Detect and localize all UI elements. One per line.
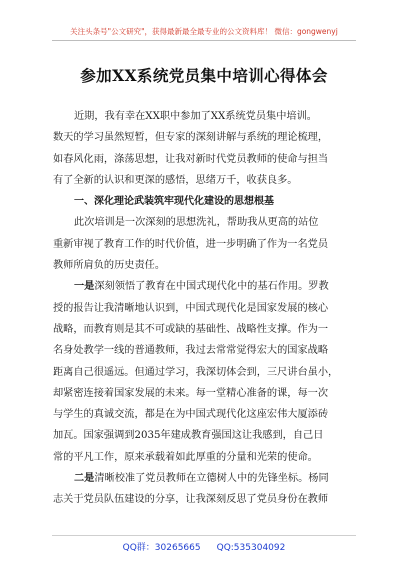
header-divider	[52, 40, 356, 41]
paragraph-line: 教师所肩负的历史责任。	[53, 260, 166, 272]
paragraph-line	[53, 276, 357, 297]
footer-qq: QQ:535304092	[216, 543, 286, 553]
document-title: 参加XX系统党员集中培训心得体会	[80, 66, 328, 85]
document-body	[53, 106, 357, 511]
paragraph-line: 重新审视了教育工作的时代价值，进一步明确了作为一名党员	[53, 238, 329, 250]
intro-line: 数天的学习虽然短暂，但专家的深刻讲解与系统的理论梳理，	[53, 132, 329, 144]
intro-line: 有了全新的认识和更深的感悟，思绪万千，收获良多。	[53, 174, 298, 186]
paragraph-line: 加瓦。国家强调到2035年建成教育强国这让我感到，自己日	[53, 430, 324, 442]
paragraph-line: 常的平凡工作，原来承载着如此厚重的分量和光荣的使命。	[53, 451, 318, 463]
lead-continuation: 清晰校准了党员教师在立德树人中的先锋坐标。杨同	[94, 473, 329, 485]
paragraph-line: 授的报告让我清晰地认识到，中国式现代化是国家发展的核心	[53, 302, 329, 314]
intro-line: 近期，我有幸在XX职中参加了XX系统党员集中培训。	[74, 111, 317, 122]
lead-continuation: 深刻领悟了教育在中国式现代化中的基石作用。罗教	[94, 281, 329, 293]
footer-qq-group: QQ群：30265665	[122, 543, 201, 553]
paragraph-line: 名身处教学一线的普通教师，我过去常常觉得宏大的国家战略	[53, 345, 329, 357]
footer-contact	[0, 540, 408, 553]
paragraph-line: 志关于党员队伍建设的分享，让我深刻反思了党员身份在教师	[53, 494, 329, 506]
footer-divider	[52, 535, 356, 536]
intro-line: 如春风化雨，涤荡思想，让我对新时代党员教师的使命与担当	[53, 153, 329, 165]
section-heading: 一、深化理论武装筑牢现代化建设的思想根基	[74, 196, 274, 208]
header-banner: 关注头条号"公文研究"，获得最新最全最专业的公文资料库！ 微信：gongwenyj	[70, 27, 338, 36]
paragraph-line: 战略，而教育则是其不可或缺的基础性、战略性支撑。作为一	[53, 323, 329, 335]
lead-phrase: 一是	[74, 280, 95, 293]
paragraph-line	[53, 468, 357, 489]
paragraph-line: 却紧密连接着国家发展的未来。每一堂精心准备的课，每一次	[53, 387, 329, 399]
lead-phrase: 二是	[74, 472, 95, 485]
paragraph-line: 与学生的真诚交流，都是在为中国式现代化这座宏伟大厦添砖	[53, 409, 329, 421]
paragraph-line: 距离自己很遥远。但通过学习，我深切体会到，三尺讲台虽小，	[53, 366, 339, 378]
paragraph-line: 此次培训是一次深刻的思想洗礼，帮助我从更高的站位	[74, 217, 319, 229]
